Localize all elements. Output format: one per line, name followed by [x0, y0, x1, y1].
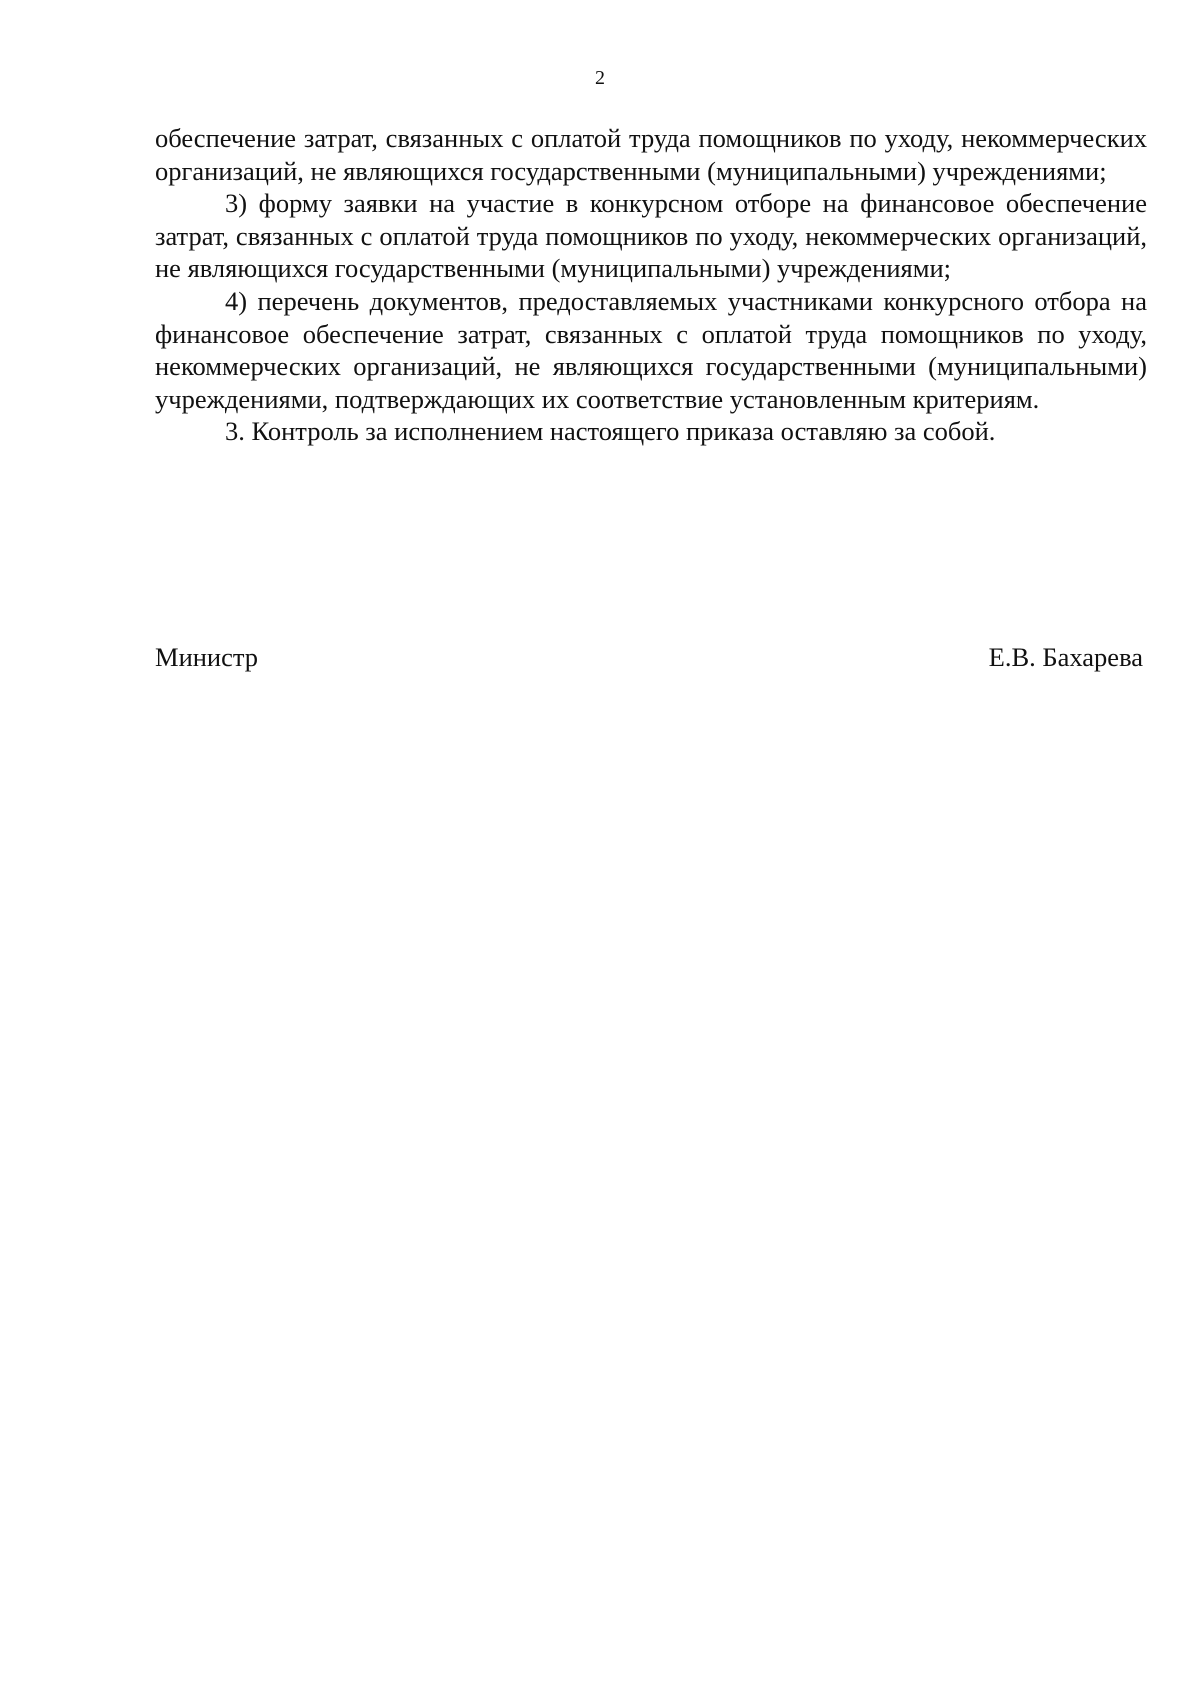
paragraph-item-4: 4) перечень документов, предоставляемых участниками конкурсного отбора на финансовое обеспечение затрат, связанных с оплатой труда помощников по уходу, некоммерческих организаций, не являющихся государственными (муниципальными) учреждениями, подтверждающих их соответствие установленным критериям. — [155, 285, 1147, 414]
paragraph-continuation: обеспечение затрат, связанных с оплатой труда помощников по уходу, некоммерческих организаций, не являющихся государственными (муниципальными) учреждениями; — [155, 123, 1147, 186]
document-body — [155, 122, 1147, 448]
signatory-name: Е.В. Бахарева — [988, 642, 1143, 672]
page-number: 2 — [595, 67, 605, 89]
signature-block — [155, 641, 1143, 673]
paragraph-item-3: 3) форму заявки на участие в конкурсном отборе на финансовое обеспечение затрат, связанных с оплатой труда помощников по уходу, некоммерческих организаций, не являющихся государственными (муниципальными) учреждениями; — [155, 188, 1147, 284]
signatory-position: Министр — [155, 642, 259, 672]
paragraph-point-3: 3. Контроль за исполнением настоящего приказа оставляю за собой. — [225, 416, 996, 447]
